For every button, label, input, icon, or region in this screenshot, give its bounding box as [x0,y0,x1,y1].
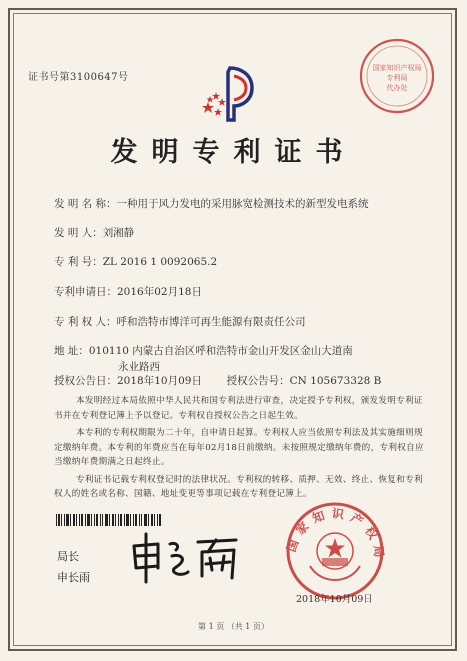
invention-name-value: 一种用于风力发电的采用脉宽检测技术的新型发电系统 [116,198,369,210]
patentee-label: 专 利 权 人： [54,316,117,328]
address-value-line1: 010110 内蒙古自治区呼和浩特市金山开发区金山大道南 [88,345,353,357]
body-paragraph: 专利证书记载专利权登记时的法律状况。专利权的转移、质押、无效、终止、恢复和专利权人的姓名或名称、国籍、地址变更等事项记载在专利登记簿上。 [54,474,423,499]
invention-name-row [54,196,369,211]
inventor-label: 发 明 人： [54,227,103,239]
seal-date: 2018年10月09日 [296,594,373,605]
barcode-icon [56,514,162,526]
invention-name-label: 发 明 名 称： [54,198,117,210]
handwritten-signature-icon [128,528,243,588]
svg-text:代办处: 代办处 [386,84,408,92]
body-paragraph: 本专利的专利权期限为二十年，自申请日起算。专利权人应当依照专利法及其实施细则规定缴纳年费。本专利的年费应当在每年02月18日前缴纳。未按照规定缴纳年费的，专利权自应当缴纳年费期满之日起终止。 [54,428,424,467]
address-value-line2: 永业路西 [118,361,160,373]
grant-date-label: 授权公告日： [54,375,117,387]
svg-text:专利局: 专利局 [386,74,408,82]
grant-date-value: 2018年10月09日 [117,375,202,387]
official-seal-icon [270,496,400,606]
patent-office-logo-icon [200,62,270,124]
agency-stamp-icon [357,36,437,116]
filing-date-row [54,284,202,299]
patent-number-label: 专 利 号： [54,256,103,268]
director-title: 局长 [57,550,79,563]
patentee-value: 呼和浩特市博洋可再生能源有限责任公司 [116,316,306,328]
grant-number-label: 授权公告号： [226,375,290,387]
svg-text:国家知识产权局: 国家知识产权局 [372,64,422,72]
certificate-body [54,394,424,505]
filing-date-label: 专利申请日： [54,286,117,298]
grant-date-row [54,373,381,388]
svg-text:国家知识产权局 [284,505,387,564]
inventor-value: 刘湘静 [102,227,135,239]
address-label: 地 址： [54,345,89,357]
patentee-row [54,314,306,329]
director-name: 申长雨 [57,571,90,584]
patent-number-value: ZL 2016 1 0092065.2 [102,256,218,268]
seal-text: 国家知识产权局 [284,506,387,564]
inventor-row [54,225,134,240]
address-row [54,343,353,358]
certificate-number: 证书号第3100647号 [28,72,129,83]
patent-number-row [54,254,217,269]
body-paragraph: 本发明经过本局依照中华人民共和国专利法进行审查，决定授予专利权，颁发发明专利证书并在专利登记簿上予以登记。专利权自授权公告之日起生效。 [54,396,423,421]
filing-date-value: 2016年02月18日 [117,286,202,298]
page-number: 第 1 页 （共 1 页） [198,622,269,631]
grant-number-value: CN 105673328 B [289,375,382,387]
certificate-title: 发明专利证书 [110,137,357,168]
